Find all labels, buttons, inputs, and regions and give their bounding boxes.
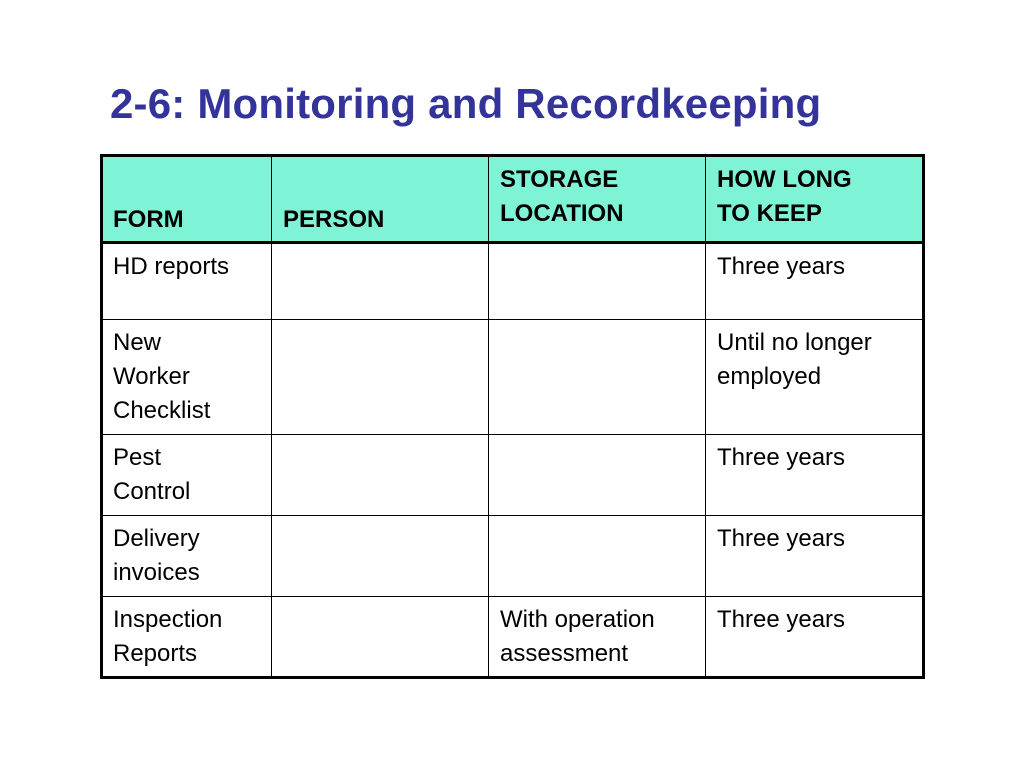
cell-form-text: Worker	[113, 363, 190, 390]
header-storage-location	[489, 156, 706, 243]
recordkeeping-table	[101, 155, 924, 678]
cell-form	[102, 243, 272, 320]
table-row	[102, 516, 924, 597]
cell-form-text: Checklist	[113, 397, 211, 424]
cell-person	[272, 435, 489, 516]
cell-storage	[489, 597, 706, 678]
cell-keep-text: employed	[717, 363, 822, 390]
table-row	[102, 320, 924, 435]
cell-person	[272, 597, 489, 678]
cell-keep	[706, 516, 924, 597]
cell-keep-text: Three years	[717, 444, 846, 471]
header-how-long-to-keep	[706, 156, 924, 243]
cell-form	[102, 435, 272, 516]
cell-person	[272, 320, 489, 435]
cell-keep-text: Three years	[717, 525, 846, 552]
cell-form	[102, 597, 272, 678]
cell-form-text: Inspection	[113, 606, 223, 633]
cell-storage	[489, 243, 706, 320]
header-person-label: PERSON	[283, 206, 385, 233]
cell-storage	[489, 516, 706, 597]
header-form-label: FORM	[113, 206, 184, 233]
cell-keep	[706, 597, 924, 678]
cell-form-text: Reports	[113, 640, 198, 667]
cell-keep	[706, 320, 924, 435]
slide-title: 2-6: Monitoring and Recordkeeping	[110, 80, 822, 127]
header-storage-line-2: LOCATION	[500, 200, 624, 227]
table-header-row	[102, 156, 924, 243]
table-row	[102, 597, 924, 678]
cell-form-text: New	[113, 329, 162, 356]
header-form	[102, 156, 272, 243]
cell-person	[272, 243, 489, 320]
cell-form-text: Control	[113, 478, 191, 505]
cell-form-text: HD reports	[113, 253, 230, 280]
cell-storage-text: With operation	[500, 606, 655, 633]
cell-keep-text: Three years	[717, 606, 846, 633]
cell-person	[272, 516, 489, 597]
cell-storage	[489, 320, 706, 435]
table-row	[102, 243, 924, 320]
cell-keep-text: Three years	[717, 253, 846, 280]
table-row	[102, 435, 924, 516]
cell-form	[102, 516, 272, 597]
header-keep-line-1: HOW LONG	[717, 166, 852, 193]
cell-form	[102, 320, 272, 435]
header-person	[272, 156, 489, 243]
cell-storage-text: assessment	[500, 640, 629, 667]
cell-form-text: invoices	[113, 559, 200, 586]
header-keep-line-2: TO KEEP	[717, 200, 822, 227]
cell-keep	[706, 243, 924, 320]
cell-storage	[489, 435, 706, 516]
cell-form-text: Delivery	[113, 525, 200, 552]
cell-form-text: Pest	[113, 444, 162, 471]
header-storage-line-1: STORAGE	[500, 166, 619, 193]
cell-keep-text: Until no longer	[717, 329, 872, 356]
cell-keep	[706, 435, 924, 516]
